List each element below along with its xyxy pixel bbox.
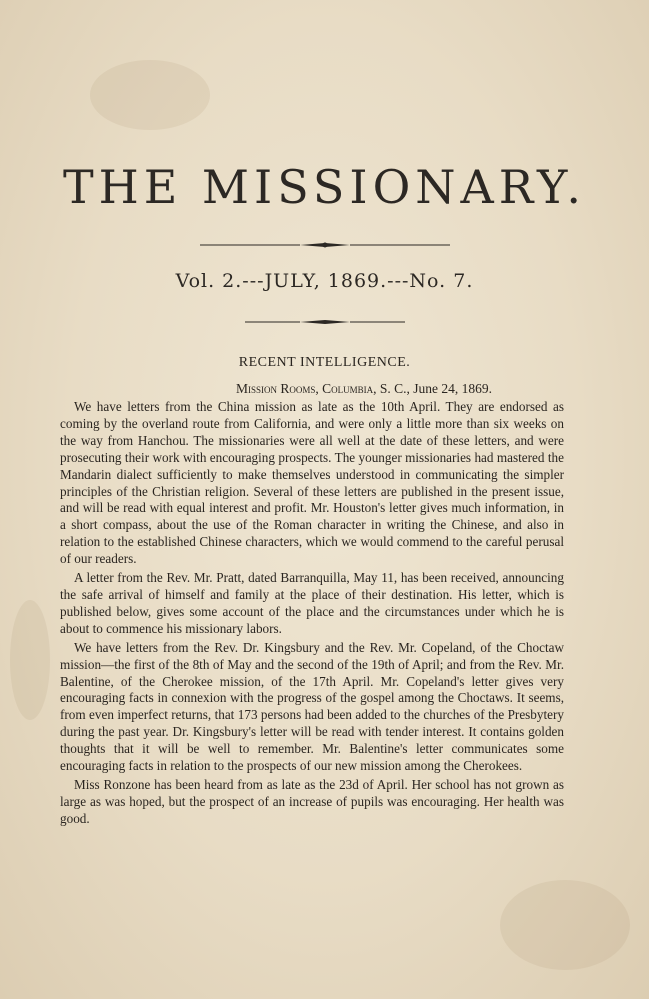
ornament-divider-icon [200,240,450,250]
article-paragraph: Miss Ronzone has been heard from as late as the 23d of April. Her school has not grown as large as was hoped, but the prospect of an increase of pupils was encouraging. Her health was good. [60,776,564,826]
issue-line: Vol. 2.---JULY, 1869.---No. 7. [175,270,474,292]
article-paragraph: A letter from the Rev. Mr. Pratt, dated Barranquilla, May 11, has been received, announcing the safe arrival of himself and family at the place of their destination. His letter, which is published below, gives some account of the place and the circumstances under which he is about to commence his missionary labors. [60,570,564,636]
masthead-title: THE MISSIONARY. [62,160,587,214]
article-paragraph: We have letters from the China mission as late as the 10th April. They are endorsed as coming by the overland route from California, and were only a little more than six weeks on the way from Hanchou. The missionaries were all well at the date of these letters, and were prosecuting their work with encouraging prospects. The younger missionaries had mastered the Mandarin dialect sufficiently to make themselves understood in communicating the simpler principles of the Christian religion. Several of these letters are published in the present issue, and will be read with equal interest and profit. Mr. Houston's letter gives much information, in a short compass, about the use of the Roman character in writing the Chinese, and also in relation to the established Chinese characters, which we would commend to the careful perusal of our readers. [60,399,564,567]
article-body [60,399,564,830]
dateline [236,381,492,397]
ornament-divider-icon [245,318,405,326]
ornamental-rule [0,318,649,326]
section-heading: RECENT INTELLIGENCE. [238,355,411,370]
ornamental-rule [0,240,649,250]
paper-stain [10,600,50,720]
paper-stain [90,60,210,130]
paper-stain [500,880,630,970]
dateline-place: Mission Rooms, Columbia, S. C., [236,381,410,396]
article-paragraph: We have letters from the Rev. Dr. Kingsbury and the Rev. Mr. Copeland, of the Choctaw mission—the first of the 8th of May and the second of the 19th of April; and from the Rev. Mr. Balentine, of the Cherokee mission, of the 17th April. Mr. Copeland's letter gives very encouraging facts in connexion with the progress of the gospel among the Choctaws. It seems, from even imperfect returns, that 173 persons had been added to the churches of the Presbytery during the past year. Dr. Kingsbury's letter will be read with tender interest. It contains golden thoughts that it will be well to remember. Mr. Balentine's letter communicates some encouraging facts in relation to the prospects of our new mission among the Cherokees. [60,639,564,774]
dateline-date: June 24, 1869. [413,381,493,396]
